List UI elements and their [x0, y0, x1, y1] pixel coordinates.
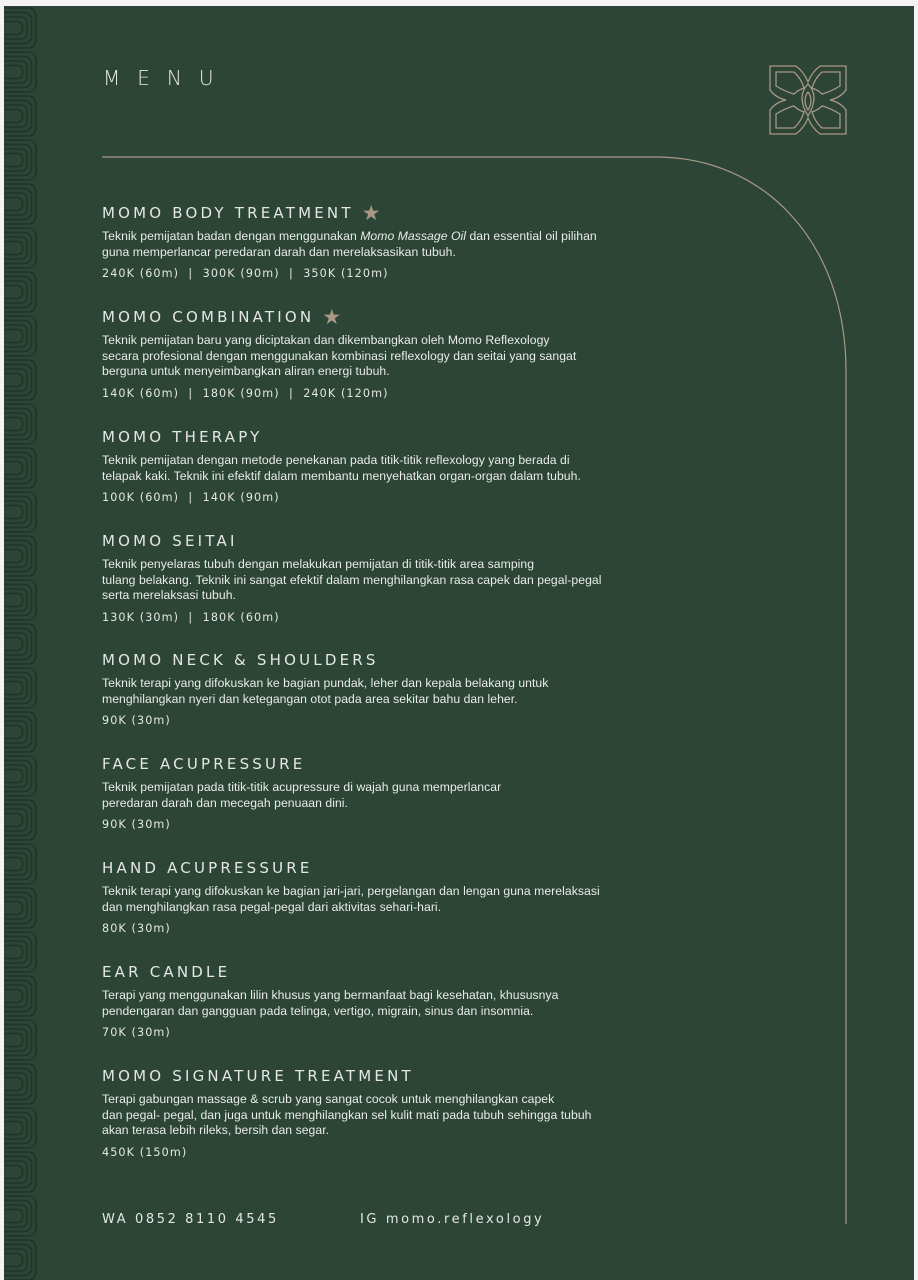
- menu-item-description: Teknik pemijatan baru yang diciptakan dan dikembangkan oleh Momo Reflexology secara profesional dengan menggunakan kombinasi reflexology dan seitai yang sangat berguna untuk menyeimbangkan aliran energi tubuh.: [102, 333, 577, 379]
- menu-item-title: [102, 962, 662, 982]
- menu-item-price: 90K (30m): [102, 714, 171, 728]
- menu-item-title-text: FACE ACUPRESSURE: [102, 755, 306, 773]
- menu-item-description: [102, 229, 662, 260]
- menu-item-title-text: EAR CANDLE: [102, 963, 231, 981]
- menu-item-title: [102, 1066, 662, 1086]
- menu-item-price: 90K (30m): [102, 818, 171, 832]
- menu-item-description: Teknik penyelaras tubuh dengan melakukan pemijatan di titik-titik area samping tulang belakang. Teknik ini sangat efektif dalam menghilangkan rasa capek dan pegal-pegal serta merelaksasi tubuh.: [102, 557, 602, 603]
- menu-item-title: [102, 754, 662, 774]
- star-icon: ★: [322, 304, 342, 329]
- menu-item-title: [102, 650, 662, 670]
- menu-item-price: 140K (60m) | 180K (90m) | 240K (120m): [102, 386, 389, 400]
- menu-item-description: Teknik pemijatan dengan metode penekanan pada titik-titik reflexology yang berada di telapak kaki. Teknik ini efektif dalam membantu menyehatkan organ-organ dalam tubuh.: [102, 453, 581, 483]
- menu-item: [102, 962, 662, 1039]
- menu-item: [102, 754, 662, 831]
- menu-item-title-text: MOMO COMBINATION: [102, 308, 315, 326]
- menu-item-title-text: HAND ACUPRESSURE: [102, 859, 313, 877]
- menu-item-title: [102, 200, 662, 225]
- menu-item-price: 450K (150m): [102, 1145, 188, 1159]
- menu-item-title: [102, 427, 662, 447]
- menu-item-description: Teknik pemijatan pada titik-titik acupressure di wajah guna memperlancar peredaran darah dan mecegah penuaan dini.: [102, 780, 502, 810]
- menu-item-description: Terapi gabungan massage & scrub yang sangat cocok untuk menghilangkan capek dan pegal- pegal, dan juga untuk menghilangkan sel kulit mati pada tubuh sehingga tubuh akan terasa lebih rileks, bersih dan segar.: [102, 1092, 592, 1138]
- menu-item-title: [102, 531, 662, 551]
- menu-item: [102, 858, 662, 935]
- menu-item: [102, 200, 662, 281]
- menu-item-title-text: MOMO SIGNATURE TREATMENT: [102, 1067, 414, 1085]
- menu-item-title-text: MOMO SEITAI: [102, 532, 238, 550]
- menu-item-title-text: MOMO THERAPY: [102, 428, 263, 446]
- menu-title: MENU: [103, 66, 231, 90]
- greek-key-border-pattern: [4, 6, 44, 1280]
- menu-item: [102, 304, 662, 400]
- menu-item-price: 100K (60m) | 140K (90m): [102, 491, 280, 505]
- menu-item-title: [102, 304, 662, 329]
- menu-item-title-text: MOMO NECK & SHOULDERS: [102, 651, 379, 669]
- menu-item: [102, 650, 662, 727]
- menu-item: [102, 427, 662, 504]
- menu-item-description: Teknik terapi yang difokuskan ke bagian jari-jari, pergelangan dan lengan guna merelaksasi dan menghilangkan rasa pegal-pegal dari aktivitas sehari-hari.: [102, 884, 600, 914]
- description-text: dan essential oil pilihan guna memperlancar peredaran darah dan merelaksasikan tubuh.: [102, 229, 597, 259]
- lotus-logo-icon: [768, 64, 848, 136]
- menu-item-description: Teknik terapi yang difokuskan ke bagian pundak, leher dan kepala belakang untuk menghilangkan nyeri dan ketegangan otot pada area sekitar bahu dan leher.: [102, 676, 549, 706]
- description-product-name: Momo Massage Oil: [360, 229, 467, 243]
- menu-item: [102, 1066, 662, 1159]
- menu-item-description: Terapi yang menggunakan lilin khusus yang bermanfaat bagi kesehatan, khususnya pendengaran dan gangguan pada telinga, vertigo, migrain, sinus dan insomnia.: [102, 988, 559, 1018]
- menu-item-price: 240K (60m) | 300K (90m) | 350K (120m): [102, 267, 389, 281]
- menu-item-title-text: MOMO BODY TREATMENT: [102, 204, 354, 222]
- description-text: Teknik pemijatan badan dengan menggunakan: [102, 229, 361, 243]
- menu-item-price: 80K (30m): [102, 922, 171, 936]
- star-icon: ★: [361, 200, 381, 225]
- menu-item-title: [102, 858, 662, 878]
- menu-page: [4, 6, 914, 1280]
- menu-item-price: 130K (30m) | 180K (60m): [102, 610, 280, 624]
- menu-item-price: 70K (30m): [102, 1026, 171, 1040]
- whatsapp-contact: WA 0852 8110 4545: [102, 1212, 279, 1227]
- instagram-handle: IG momo.reflexology: [360, 1212, 545, 1227]
- menu-item: [102, 531, 662, 624]
